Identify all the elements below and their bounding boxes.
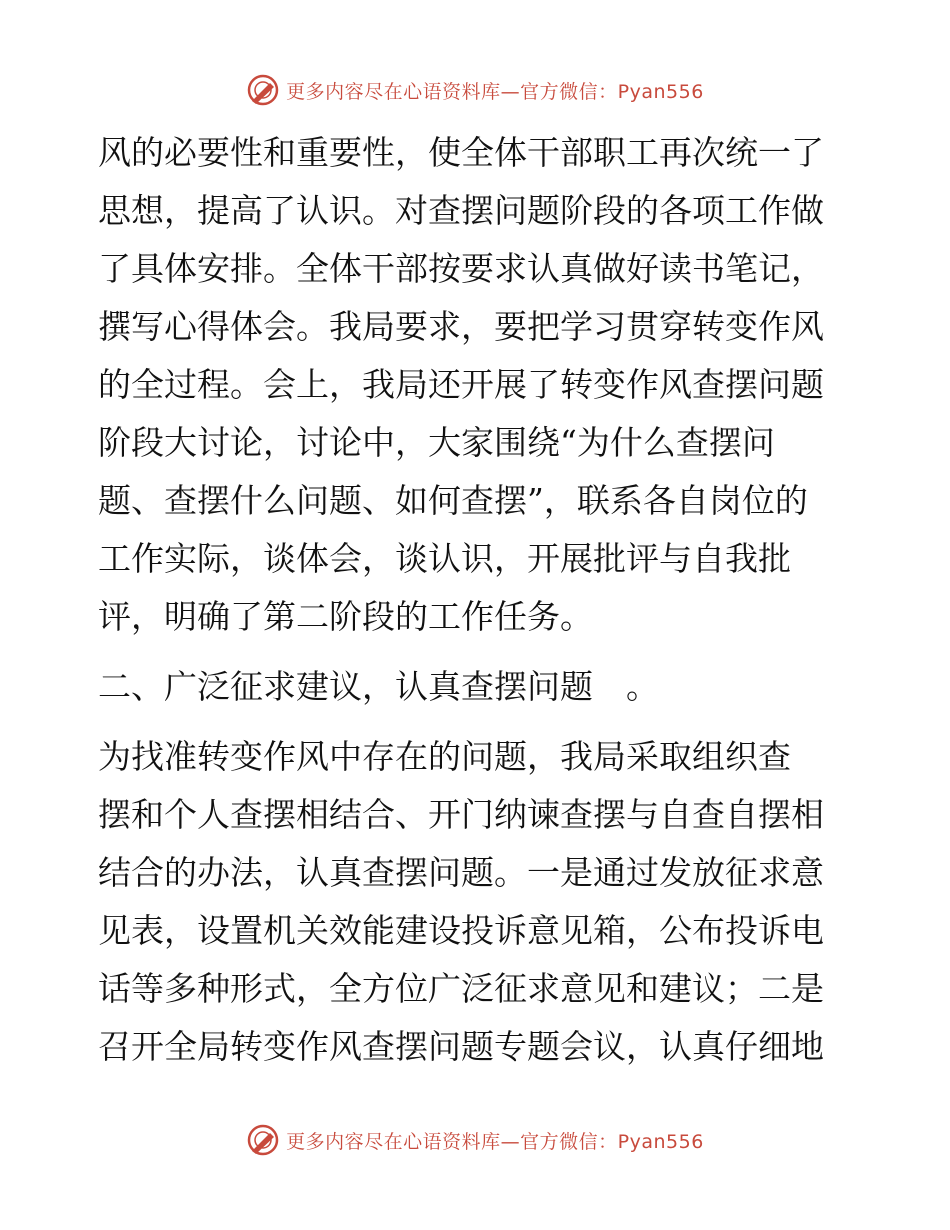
paragraph-line: 评，明确了第二阶段的工作任务。: [98, 597, 593, 636]
paragraph-line: 见表，设置机关效能建设投诉意见箱，公布投诉电: [98, 911, 824, 950]
section-heading: 二、广泛征求建议，认真查摆问题 。: [98, 667, 659, 706]
paragraph-line: 了具体安排。全体干部按要求认真做好读书笔记，: [98, 249, 824, 288]
paragraph-line: 的全过程。会上，我局还开展了转变作风查摆问题: [98, 365, 824, 404]
paragraph-line: 风的必要性和重要性，使全体干部职工再次统一了: [98, 133, 824, 172]
paragraph-line: 结合的办法，认真查摆问题。一是通过发放征求意: [98, 853, 824, 892]
banner-text: 更多内容尽在心语资料库—官方微信：Pyan556: [286, 1130, 704, 1153]
footer-banner: [0, 1120, 950, 1160]
pen-logo-icon: [246, 1123, 280, 1157]
banner-text: 更多内容尽在心语资料库—官方微信：Pyan556: [286, 80, 704, 103]
paragraph-line: 题、查摆什么问题、如何查摆”，联系各自岗位的: [98, 481, 808, 520]
pen-logo-icon: [246, 73, 280, 107]
header-banner: [0, 70, 950, 110]
paragraph-line: 话等多种形式，全方位广泛征求意见和建议；二是: [98, 969, 824, 1008]
paragraph-line: 召开全局转变作风查摆问题专题会议，认真仔细地: [98, 1027, 824, 1066]
paragraph-line: 阶段大讨论，讨论中，大家围绕“为什么查摆问: [98, 423, 775, 462]
document-body: [98, 124, 858, 1076]
paragraph-line: 摆和个人查摆相结合、开门纳谏查摆与自查自摆相: [98, 795, 824, 834]
paragraph-line: 为找准转变作风中存在的问题，我局采取组织查: [98, 737, 791, 776]
paragraph-line: 撰写心得体会。我局要求，要把学习贯穿转变作风: [98, 307, 824, 346]
paragraph-line: 思想，提高了认识。对查摆问题阶段的各项工作做: [98, 191, 824, 230]
paragraph-line: 工作实际，谈体会，谈认识，开展批评与自我批: [98, 539, 791, 578]
